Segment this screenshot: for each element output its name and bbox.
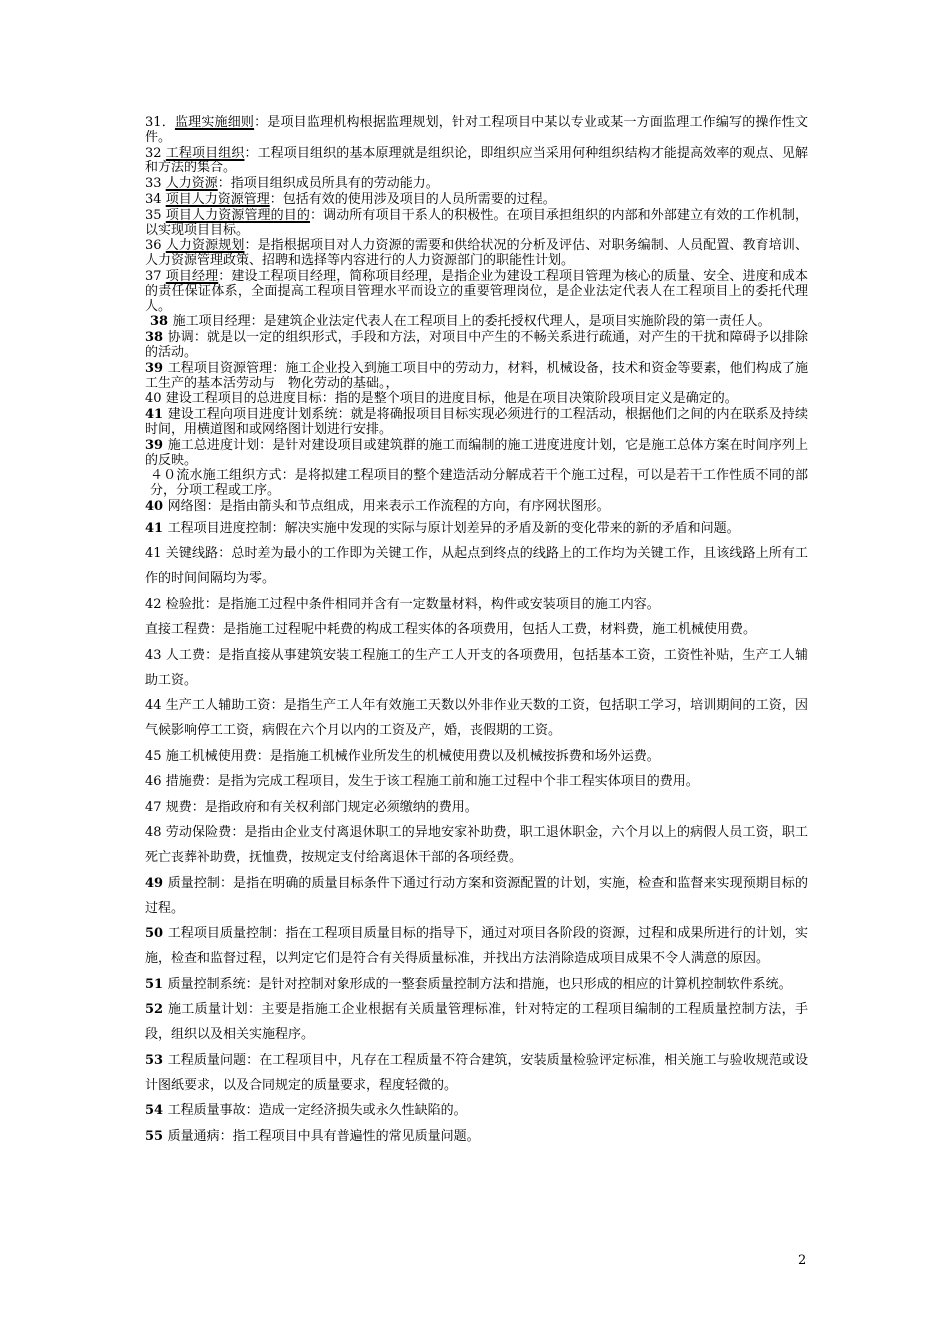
entry-number: 38 <box>150 314 173 330</box>
entry-separator: ： <box>248 1002 262 1018</box>
entry-separator: ： <box>193 330 207 346</box>
entry-number: 43 <box>145 647 166 663</box>
entry-number: 40 <box>145 391 166 407</box>
entry-term: 关键线路 <box>165 546 219 562</box>
entry-term: 劳动保险费 <box>165 825 232 841</box>
entry-separator: ： <box>337 407 351 423</box>
glossary-entry <box>145 871 808 921</box>
glossary-entry <box>145 769 808 794</box>
entry-number: 38 <box>145 330 168 346</box>
glossary-entry <box>145 820 808 870</box>
glossary-entry <box>145 408 808 438</box>
entry-separator: ： <box>281 468 295 484</box>
glossary-entry <box>145 795 808 820</box>
entry-number: 35 <box>145 207 166 223</box>
entry-definition: 是指生产工人年有效施工天数以外非作业天数的工资，包括职工学习，培训期间的工资，因气候影响停工工资，病假在六个月以内的工资及产，婚，丧假期的工资。 <box>145 698 808 739</box>
entry-separator: ： <box>272 926 286 942</box>
entry-definition: 就是以一定的组织形式，手段和方法，对项目中产生的不畅关系进行疏通，对产生的干扰和障碍予以排除的活动。 <box>145 330 808 360</box>
entry-definition: 就是将确报项目目标实现必须进行的工程活动，根据他们之间的内在联系及持续时间，用横道图和或网络图计划进行安排。 <box>145 407 808 437</box>
entry-term: 直接工程费 <box>145 622 211 638</box>
entry-term: 施工质量计划 <box>167 1002 249 1018</box>
entry-separator: ： <box>250 314 264 330</box>
glossary-entry <box>145 392 808 407</box>
entry-term: 建设工程项目的总进度目标 <box>165 391 322 407</box>
entry-definition: 指在工程项目质量目标的指导下，通过对项目各阶段的资源，过程和成果所进行的计划，实施，检查和监督过程，以判定它们是符合有关得质量标准，并找出方法消除造成项目成果不令人满意的原因。 <box>145 926 808 967</box>
entry-definition: 调动所有项目干系人的积极性。在项目承担组织的内部和外部建立有效的工作机制，以实现项目目标。 <box>145 207 808 238</box>
entry-definition: 是指施工过程中条件相同并含有一定数量材料，构件或安装项目的施工内容。 <box>217 596 660 612</box>
glossary-entry <box>145 1098 808 1123</box>
entry-number: 50 <box>145 926 168 942</box>
entry-definition: 是项目监理机构根据监理规划，针对工程项目中某以专业或某一方面监理工作编写的操作性文件。 <box>145 115 808 145</box>
entry-separator: ： <box>245 976 259 992</box>
entry-separator: ： <box>204 774 218 790</box>
entry-number: 31． <box>145 115 175 130</box>
entry-separator: ： <box>191 799 205 815</box>
entry-term: 项目人力资源管理的目的 <box>165 207 310 223</box>
entry-definition: 指的是整个项目的进度目标，他是在项目决策阶段项目定义是确定的。 <box>334 391 738 407</box>
entry-term: 施工项目经理 <box>172 314 251 330</box>
entry-term: 人力资源 <box>165 176 218 192</box>
glossary-body <box>145 116 808 1149</box>
entry-number: 47 <box>145 799 166 815</box>
entry-separator: ： <box>218 546 232 562</box>
glossary-entry <box>145 439 808 469</box>
entry-term: 规费 <box>165 799 192 815</box>
glossary-entry <box>145 315 808 330</box>
entry-separator: ： <box>321 391 335 407</box>
entry-separator: ： <box>244 238 258 254</box>
entry-term: 网络图 <box>167 498 207 514</box>
entry-term: 措施费 <box>165 774 205 790</box>
glossary-entry <box>145 193 808 208</box>
glossary-entry <box>145 500 808 515</box>
glossary-entry <box>145 643 808 693</box>
entry-separator: ： <box>246 1052 260 1068</box>
entry-definition: 指工程项目中具有普遍性的常见质量问题。 <box>232 1128 480 1144</box>
entry-number: 39 <box>145 437 168 453</box>
entry-separator: ： <box>206 498 220 514</box>
entry-definition: 是指由企业支付离退休职工的异地安家补助费，职工退休职金，六个月以上的病假人员工资，职工死亡丧葬补助费，抚恤费，按规定支付给离退休干部的各项经费。 <box>145 825 808 866</box>
entry-term: 质量控制系统 <box>167 976 246 992</box>
entry-term: 质量控制 <box>167 875 220 891</box>
entry-definition: 是指为完成工程项目，发生于该工程施工前和施工过程中个非工程实体项目的费用。 <box>217 774 699 790</box>
entry-definition: 是指政府和有关权利部门规定必须缴纳的费用。 <box>204 799 478 815</box>
entry-number: 45 <box>145 748 166 764</box>
entry-number: 44 <box>145 698 166 714</box>
entry-number: 37 <box>145 268 166 284</box>
entry-separator: ： <box>219 1128 233 1144</box>
entry-term: 质量通病 <box>167 1128 220 1144</box>
entry-term: 人工费 <box>165 647 206 663</box>
entry-number: 41 <box>145 546 166 562</box>
entry-number: 53 <box>145 1052 168 1068</box>
entry-term: 工程质量问题 <box>167 1052 247 1068</box>
entry-term: 项目经理 <box>165 268 219 284</box>
entry-definition: 是指根据项目对人力资源的需要和供给状况的分析及评估、对职务编制、人员配置、教育培训、人力资源管理政策、招聘和选择等内容进行的人力资源部门的职能性计划。 <box>145 238 808 269</box>
entry-term: 施工机械使用费 <box>165 748 257 764</box>
entry-separator: ： <box>204 596 218 612</box>
entry-definition: 是指由箭头和节点组成，用来表示工作流程的方向，有序网状图形。 <box>219 498 610 514</box>
entry-term: 工程项目质量控制 <box>167 926 273 942</box>
entry-separator: ： <box>271 520 285 536</box>
entry-number: 51 <box>145 976 168 992</box>
entry-definition: 在工程项目中，凡存在工程质量不符合建筑，安装质量检验评定标准，相关施工与验收规范或设计图纸要求，以及合同规定的质量要求，程度轻微的。 <box>145 1052 808 1093</box>
entry-separator: ： <box>218 268 232 284</box>
entry-number: 46 <box>145 774 166 790</box>
entry-definition: 是针对建设项目或建筑群的施工而编制的施工进度进度计划，它是施工总体方案在时间序列上的反映。 <box>145 437 808 468</box>
entry-definition: 指项目组织成员所具有的劳动能力。 <box>230 176 439 192</box>
glossary-entry <box>145 362 808 392</box>
entry-term: 项目人力资源管理 <box>165 191 270 207</box>
entry-definition: 总时差为最小的工作即为关键工作，从起点到终点的线路上的工作均为关键工作，且该线路上所有工作的时间间隔均为零。 <box>145 546 808 587</box>
entry-number: 33 <box>145 176 166 192</box>
glossary-entry <box>145 516 808 541</box>
entry-term: 工程项目资源管理 <box>167 360 273 376</box>
entry-number: 41 <box>145 407 168 423</box>
page-number: 2 <box>798 1253 807 1268</box>
entry-separator: ： <box>219 875 234 891</box>
glossary-entry <box>145 270 808 314</box>
glossary-entry <box>145 1124 808 1149</box>
glossary-entry <box>145 116 808 146</box>
entry-definition: 造成一定经济损失或永久性缺陷的。 <box>258 1103 467 1119</box>
entry-definition: 工程项目组织的基本原理就是组织论，即组织应当采用何种组织结构才能提高效率的观点、见解和方法的集合。 <box>145 145 808 176</box>
entry-term: 人力资源规划 <box>165 238 245 254</box>
entry-definition: 包括有效的使用涉及项目的人员所需要的过程。 <box>282 191 556 207</box>
entry-number: 52 <box>145 1002 168 1018</box>
entry-definition: 是指施工过程呢中耗费的构成工程实体的各项费用，包括人工费，材料费，施工机械使用费。 <box>223 622 757 638</box>
entry-separator: ： <box>259 437 273 453</box>
entry-number: 32 <box>145 145 166 161</box>
entry-number: 40 <box>145 498 168 514</box>
entry-term: 施工总进度计划 <box>167 437 260 453</box>
entry-definition: 建设工程项目经理，简称项目经理，是指企业为建设工程项目管理为核心的质量、安全、进度和成本的责任保证体系，全面提高工程项目管理水平而设立的重要管理岗位，是企业法定代表人在工程项目上的委托代理人。 <box>145 268 808 314</box>
glossary-entry <box>145 331 808 361</box>
glossary-entry <box>145 1048 808 1098</box>
entry-number: ４０ <box>150 468 177 484</box>
glossary-entry <box>145 147 808 177</box>
entry-separator: ： <box>245 1103 259 1119</box>
entry-separator: ： <box>269 191 283 207</box>
entry-term: 监理实施细则 <box>174 115 255 130</box>
glossary-entry <box>145 972 808 997</box>
glossary-entry <box>145 997 808 1047</box>
entry-separator: ： <box>217 176 231 192</box>
glossary-entry <box>145 541 808 591</box>
entry-term: 协调 <box>167 330 194 346</box>
entry-definition: 是针对控制对象形成的一整套质量控制方法和措施，也只形成的相应的计算机控制软件系统。 <box>258 976 792 992</box>
entry-number: 55 <box>145 1128 168 1144</box>
glossary-entry <box>145 239 808 269</box>
entry-separator: ： <box>244 145 258 161</box>
entry-number: 54 <box>145 1103 168 1119</box>
entry-separator: ： <box>210 622 224 638</box>
entry-term: 检验批 <box>165 596 205 612</box>
entry-number: 39 <box>145 360 168 376</box>
entry-separator: ： <box>231 825 245 841</box>
glossary-entry <box>145 209 808 239</box>
entry-separator: ： <box>309 207 324 223</box>
entry-definition: 解决实施中发现的实际与原计划差异的矛盾及新的变化带来的新的矛盾和问题。 <box>284 520 740 536</box>
glossary-entry <box>145 744 808 769</box>
entry-definition: 是将拟建工程项目的整个建造活动分解成若干个施工过程，可以是若干工作性质不同的部分，分项工程或工序。 <box>150 468 808 499</box>
entry-number: 42 <box>145 596 166 612</box>
entry-separator: ： <box>272 360 286 376</box>
entry-term: 工程质量事故 <box>167 1103 246 1119</box>
entry-term: 工程项目进度控制 <box>167 520 272 536</box>
entry-number: 41 <box>145 520 168 536</box>
entry-number: 49 <box>145 875 168 891</box>
entry-separator: ： <box>254 115 268 130</box>
entry-definition: 是指在明确的质量目标条件下通过行动方案和资源配置的计划，实施，检查和监督来实现预期目标的过程。 <box>145 875 808 916</box>
entry-definition: 施工企业投入到施工项目中的劳动力，材料，机械设备，技术和资金等要素，他们构成了施工生产的基本活劳动与 物化劳动的基础。， <box>145 360 808 391</box>
entry-term: 工程项目组织 <box>165 145 245 161</box>
glossary-entry <box>145 921 808 971</box>
entry-separator: ： <box>205 647 219 663</box>
entry-number: 34 <box>145 191 166 207</box>
entry-separator: ： <box>270 698 284 714</box>
entry-definition: 是指施工机械作业所发生的机械使用费以及机械按拆费和场外运费。 <box>269 748 660 764</box>
entry-definition: 是指直接从事建筑安装工程施工的生产工人开支的各项费用，包括基本工资，工资性补贴，生产工人辅助工资。 <box>145 647 808 688</box>
entry-term: 流水施工组织方式 <box>176 468 282 484</box>
glossary-entry <box>145 469 808 499</box>
glossary-entry <box>145 693 808 743</box>
glossary-entry <box>145 617 808 642</box>
glossary-entry <box>145 592 808 617</box>
entry-number: 48 <box>145 825 166 841</box>
entry-term: 建设工程向项目进度计划系统 <box>167 407 338 423</box>
entry-definition: 主要是指施工企业根据有关质量管理标准，针对特定的工程项目编制的工程质量控制方法，手段，组织以及相关实施程序。 <box>145 1002 808 1043</box>
entry-number: 36 <box>145 238 166 254</box>
entry-term: 生产工人辅助工资 <box>165 698 271 714</box>
entry-definition: 是建筑企业法定代表人在工程项目上的委托授权代理人，是项目实施阶段的第一责任人。 <box>263 314 771 330</box>
glossary-entry <box>145 177 808 192</box>
entry-separator: ： <box>256 748 270 764</box>
